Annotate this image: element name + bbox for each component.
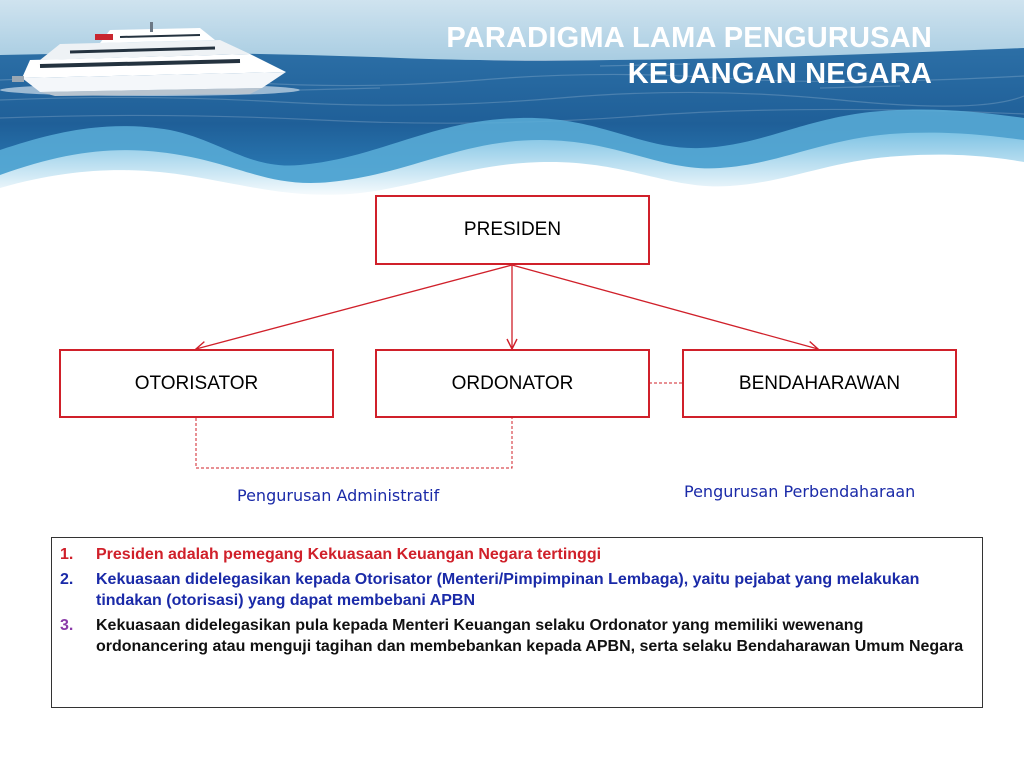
caption-administratif: Pengurusan Administratif [237,486,440,505]
list-item [60,569,972,611]
caption-perbendaharaan: Pengurusan Perbendaharaan [684,482,916,501]
arrow-presiden-bendaharawan [512,265,818,349]
node-presiden-label: PRESIDEN [463,219,562,240]
note-number: 2. [60,571,74,588]
note-text: Presiden adalah pemegang Kekuasaan Keuangan Negara tertinggi [96,546,602,563]
notes-box [51,537,983,708]
title-line-1: PARADIGMA LAMA PENGURUSAN [446,22,932,54]
list-item [60,615,972,657]
node-bendaharawan-label: BENDAHARAWAN [738,372,901,394]
note-text: Kekuasaan didelegasikan kepada Otorisator (Menteri/Pimpimpinan Lembaga), yaitu pejabat yang melakukan tindakan (otorisasi) yang dapat membebani APBN [96,571,920,609]
note-text: Kekuasaan didelegasikan pula kepada Menteri Keuangan selaku Ordonator yang memiliki wewenang ordonancering atau menguji tagihan dan membebankan kepada APBN, serta selaku Bendaharawan Umum Negara [96,617,964,655]
node-ordonator [375,349,650,418]
node-ordonator-label: ORDONATOR [451,372,574,394]
note-number: 3. [60,617,74,634]
node-bendaharawan [682,349,957,418]
list-item [60,544,972,565]
note-number: 1. [60,546,74,563]
node-otorisator [59,349,334,418]
dashed-link-administratif [196,418,512,468]
node-otorisator-label: OTORISATOR [134,372,259,394]
arrow-presiden-otorisator [196,265,512,349]
title-line-2: KEUANGAN NEGARA [627,58,932,90]
node-presiden [375,195,650,265]
